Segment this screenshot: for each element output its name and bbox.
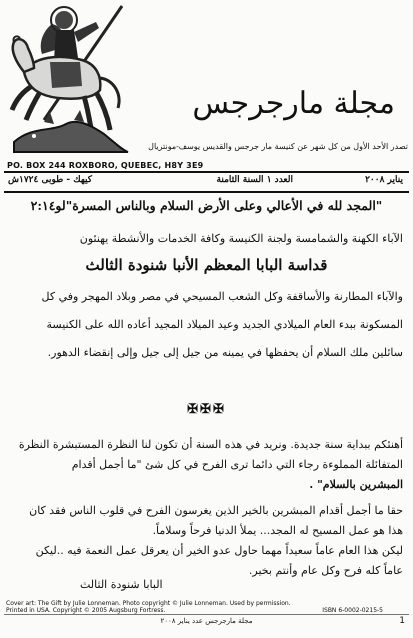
issue-number: العدد ١ السنة الثامنة — [216, 175, 293, 185]
paragraph2-line: المبشرين بالسلام" . — [309, 478, 403, 491]
paragraph3-line: ليكن هذا العام عاماً سعيداً مهما حاول عدو الخير أن يعرقل عمل النعمة فيه ..ليكن — [35, 544, 403, 557]
paragraph1-line: المسكونة ببدء العام الميلادي الجديد وعيد الميلاد المجيد أعاده الله على الكنيسة — [46, 318, 403, 331]
header-divider — [4, 171, 409, 173]
paragraph3-line: هذا هو عمل المسيح له المجد... يملأ الدنيا فرحاً وسلاماً. — [152, 524, 403, 537]
footer-divider — [4, 614, 409, 615]
greeting-line: الآباء الكهنة والشمامسة ولجنة الكنيسة وكافة الخدمات والأنشطة يهنئون — [79, 232, 403, 245]
signature: البابا شنودة الثالث — [80, 578, 163, 591]
cover-credits — [6, 600, 291, 614]
magazine-title: مجلة مارجرجس — [192, 86, 395, 121]
footer-issue: مجلة مارجرجس عدد يناير ٢٠٠٨ — [160, 617, 253, 625]
postal-address: PO. BOX 244 ROXBORO, QUEBEC, H8Y 3E9 — [7, 161, 204, 170]
coptic-date: كيهك - طوبى ١٧٢٤ش — [8, 175, 93, 185]
paragraph1-line: والآباء المطارنة والأساقفة وكل الشعب المسيحي في مصر وبلاد المهجر وفي كل — [41, 290, 403, 303]
issue-info-row — [8, 175, 403, 189]
credits-line: Printed in USA. Copyright © 2005 Augsburg Fortress. — [6, 607, 166, 614]
issue-divider — [4, 191, 409, 193]
paragraph1-line: سائلين ملك السلام أن يحفظها في يمينه من جيل إلى جيل وإلى إنقضاء الدهور. — [47, 346, 403, 359]
scripture-headline: "المجد لله في الأعالي وعلى الأرض السلام وبالناس المسرة"لو٢:١٤ — [30, 198, 383, 213]
issue-date: يناير ٢٠٠٨ — [365, 175, 403, 185]
pope-title: قداسة البابا المعظم الأنبا شنودة الثالث — [85, 256, 328, 274]
paragraph3-line: حقا ما أجمل أقدام المبشرين بالخير الذين يغرسون الفرح في قلوب الناس فقد كان — [29, 504, 403, 517]
paragraph3-line: عاماً كله فرح وكل عام وأنتم بخير. — [248, 564, 403, 577]
isbn: ISBN 6-0002-0215-5 — [322, 607, 383, 614]
st-george-icon — [4, 2, 132, 156]
paragraph2-line: المتفائلة المملوءة رجاء التي دائما ترى الفرح في كل شئ "ما أجمل أقدام — [71, 458, 403, 471]
crosses-ornament: ✠✠✠ — [187, 402, 226, 417]
page-number: 1 — [399, 616, 405, 626]
magazine-subtitle: تصدر الأحد الأول من كل شهر عن كنيسة مار جرجس والقديس يوسف-مونتريال — [148, 142, 408, 151]
paragraph2-line: أهنئكم ببداية سنة جديدة. ونريد في هذه السنة أن تكون لنا النظرة المستبشرة النظرة — [18, 438, 403, 451]
credits-line: Cover art: The Gift by Julie Lonneman. Photo copyright © Julie Lonneman. Used by permission. — [6, 600, 291, 607]
